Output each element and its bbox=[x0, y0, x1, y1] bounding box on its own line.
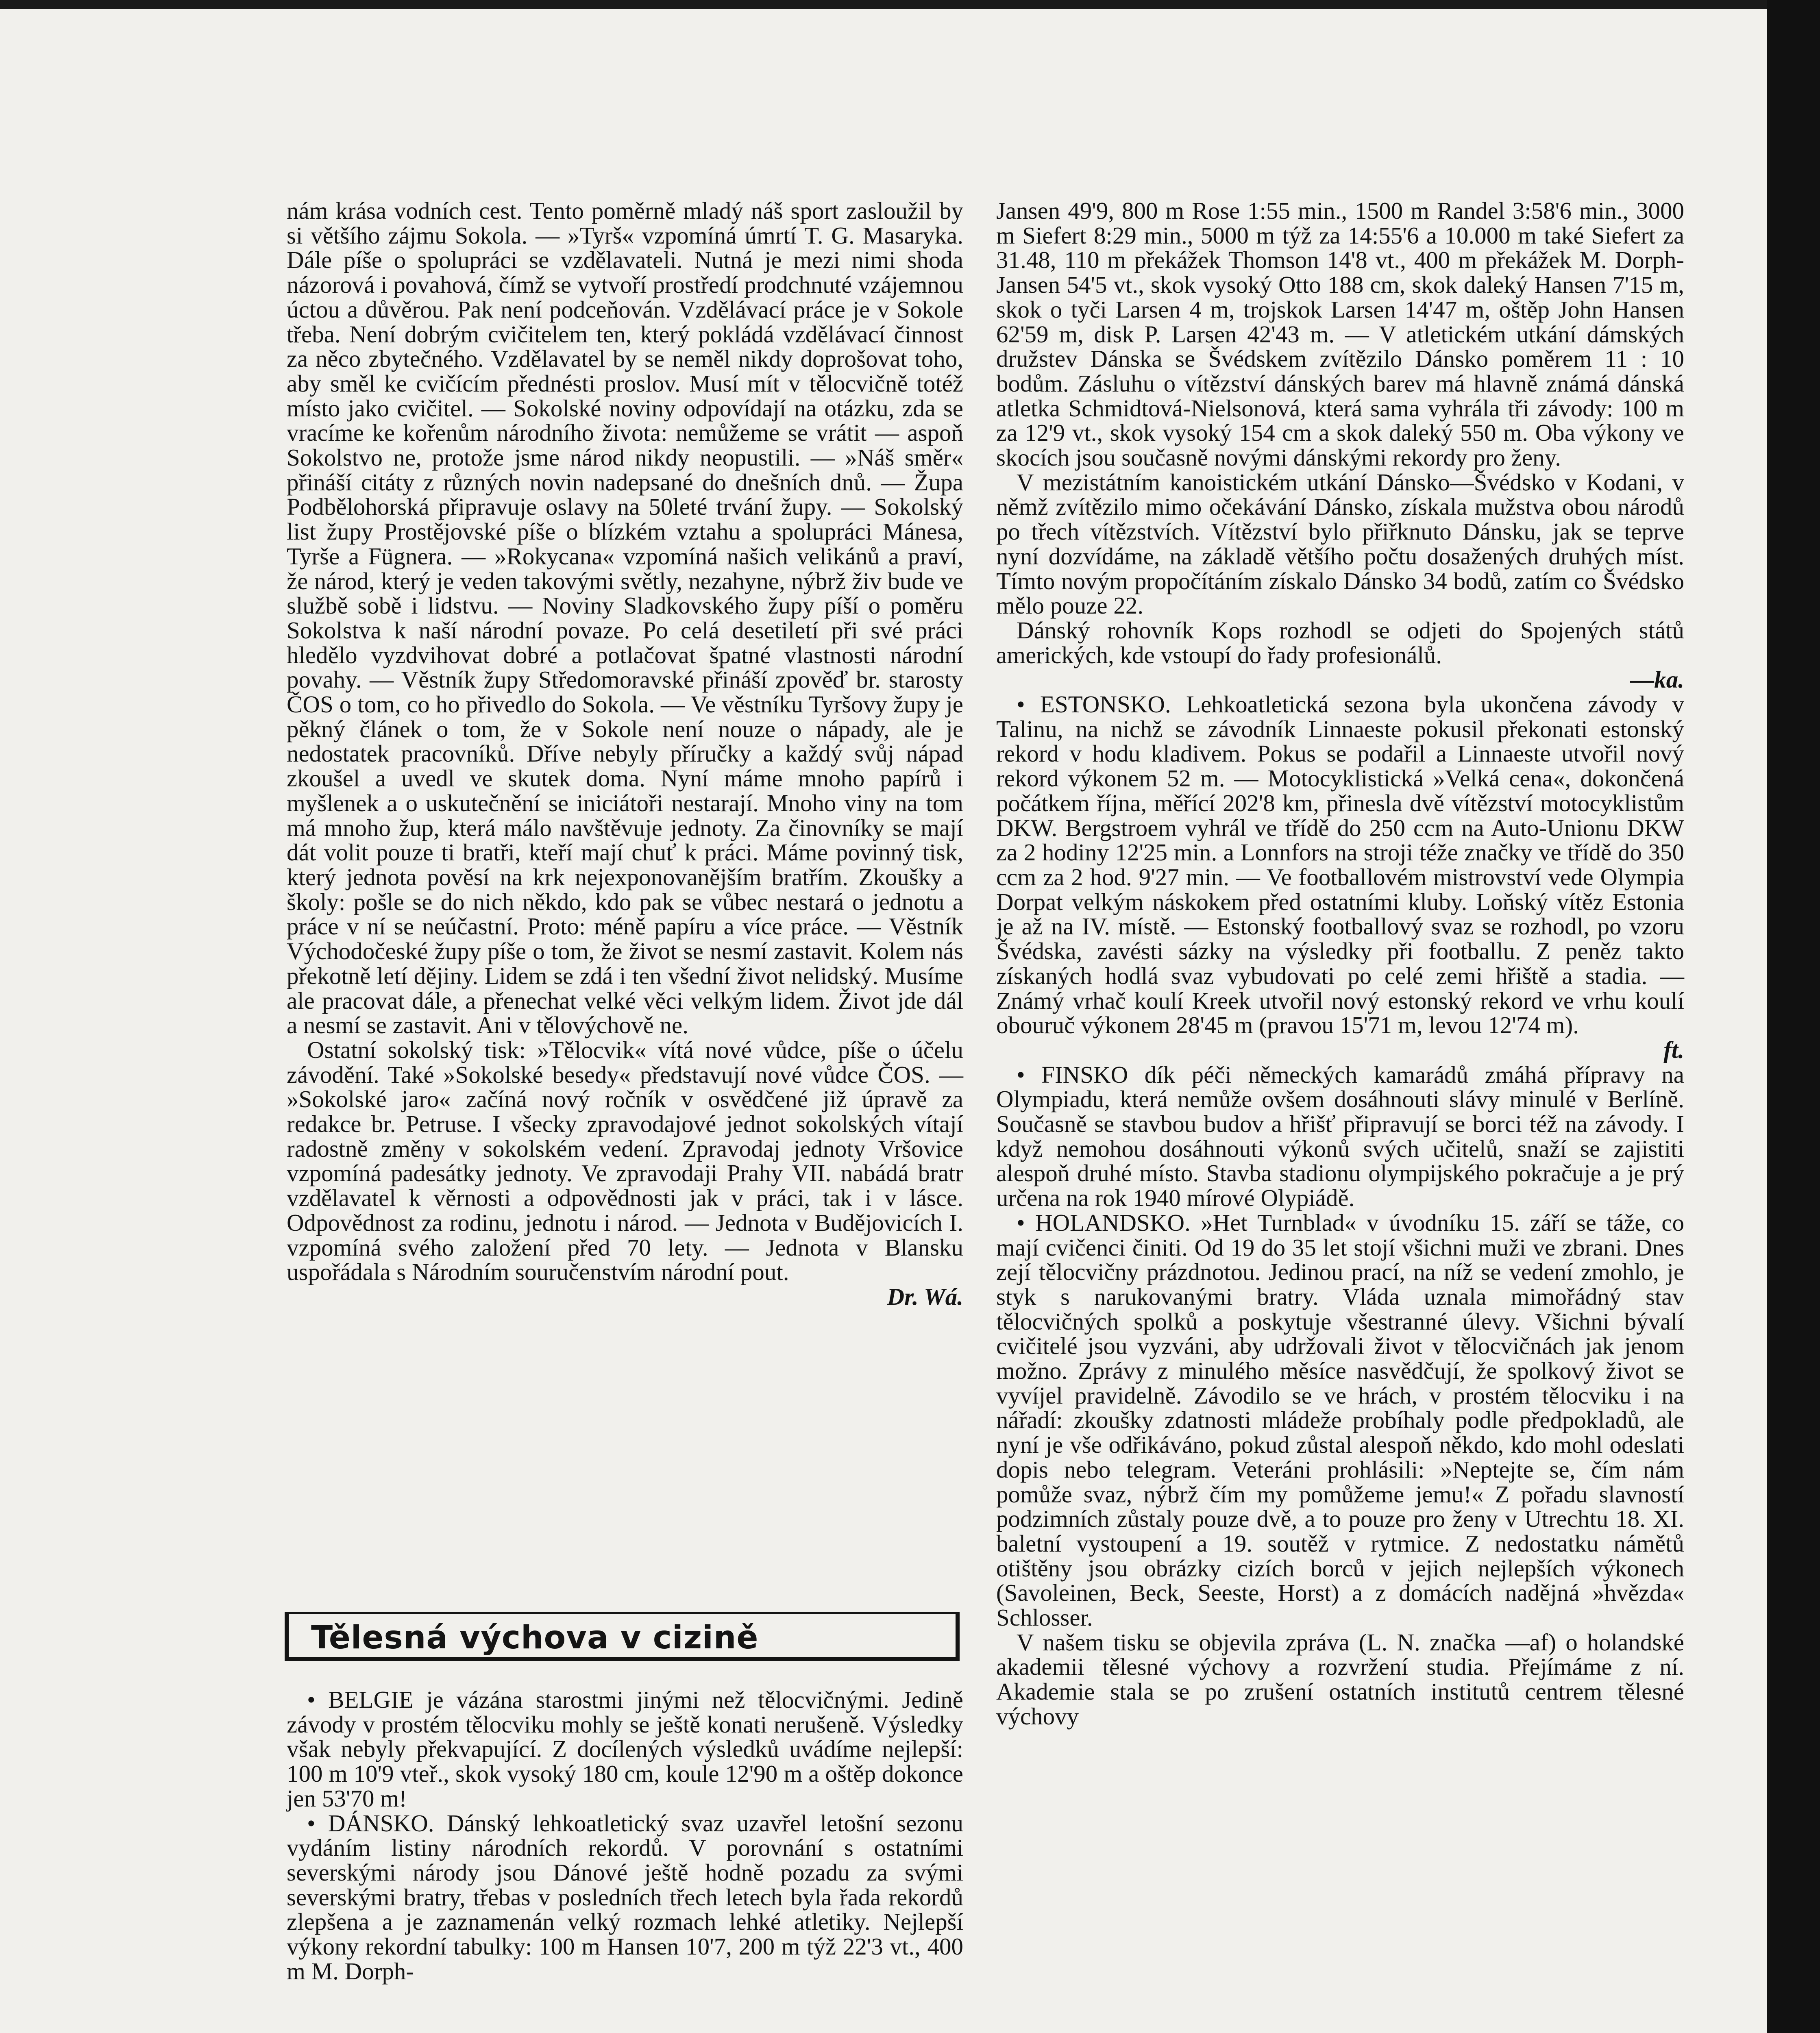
right-paragraph-2: V mezistátním kanoistickém utkání Dánsko—Švédsko v Kodani, v němž zvítězilo mimo očekávání Dánsko, získala mužstva obou národů po třech vítězstvích. Vítězství bylo přiřknuto Dánsku, jak se teprve nyní dozvídáme, na základě většího počtu dosažených druhých míst. Tímto novým propočítáním získalo Dánsko 34 bodů, zatím co Švédsko mělo pouze 22. bbox=[996, 468, 1684, 619]
right-column bbox=[996, 198, 1684, 1729]
heading-rule-bottom bbox=[289, 1657, 956, 1661]
left-column bbox=[287, 198, 963, 1309]
right-paragraph-1: Jansen 49'9, 800 m Rose 1:55 min., 1500 m Randel 3:58'6 min., 3000 m Siefert 8:29 min., 5000 m týž za 14:55'6 a 10.000 m také Siefert za 31.48, 110 m překážek Thomson 14'8 vt., 400 m překážek M. Dorph-Jansen 54'5 vt., skok vysoký Otto 188 cm, skok daleký Hansen 7'15 m, skok o tyči Larsen 4 m, trojskok Larsen 14'47 m, oštěp John Hansen 62'59 m, disk P. Larsen 42'43 m. — V atletickém utkání dámských družstev Dánska se Švédskem zvítězilo Dánsko poměrem 11 : 10 bodům. Zásluhu o vítězství dánských barev má hlavně známá dánská atletka Schmidtová-Nielsonová, která sama vyhrála tři závody: 100 m za 12'9 vt., skok vysoký 154 cm a skok daleký 550 m. Oba výkony ve skocích jsou současně novými dánskými rekordy pro ženy. bbox=[996, 197, 1684, 471]
signature-dr-wa: Dr. Wá. bbox=[887, 1283, 963, 1310]
heading-rule-top bbox=[289, 1612, 956, 1614]
right-paragraph-last: V našem tisku se objevila zpráva (L. N. značka —af) o holandské akademii tělesné výchovy a rozvržení studia. Přejímáme z ní. Akademie stala se po zrušení ostatních institutů centrem tělesné výchovy bbox=[996, 1628, 1684, 1730]
right-paragraph-3: Dánský rohovník Kops rozhodl se odjeti do Spojených států amerických, kde vstoupí do řady profesionálů. bbox=[996, 616, 1684, 668]
country-belgie: • BELGIE je vázána starostmi jinými než tělocvičnými. Jedině závody v prostém tělocviku mohly se ještě konati nerušeně. Výsledky však nebyly překvapující. Z docílených výsledků uvádíme nejlepší: 100 m 10'9 vteř., skok vysoký 180 cm, koule 12'90 m a oštěp dokonce jen 53'70 m! bbox=[287, 1686, 963, 1812]
signature-ft: ft. bbox=[1663, 1036, 1684, 1063]
country-holandsko: • HOLANDSKO. »Het Turnblad« v úvodníku 15. září se táže, co mají cvičenci činiti. Od 19 do 35 let stojí všichni muži ve zbrani. Dnes zejí tělocvičny prázdnotou. Jedinou prací, na níž se vedení zmohlo, je styk s narukovanými bratry. Vláda uznala mimořádný stav tělocvičných spolků a poskytuje všestranné úlevy. Všichni bývalí cvičitelé jsou vyzváni, aby udržovali život v tělocvičnách jak jenom možno. Zprávy z minulého měsíce nasvědčují, že spolkový život se vyvíjel pravidelně. Závodilo se ve hrách, v prostém tělocviku i na nářadí: zkoušky zdatnosti mládeže probíhaly podle předpokladů, ale nyní je vše odřikáváno, pokud zůstal alespoň někdo, kdo mohl odeslati dopis nebo telegram. Veteráni prohlásili: »Neptejte se, čím nám pomůže svaz, nýbrž čím my pomůžeme jemu!« Z pořadu slavností podzimních zůstaly pouze dvě, a to pouze pro ženy v Utrechtu 18. XI. baletní vystoupení a 19. soutěž v rytmice. Z nedostatku námětů otištěny jsou obrázky cizích borců v jejich nejlepších výkonech (Savoleinen, Beck, Seeste, Horst) a z domácích nadějná »hvězda« Schlosser. bbox=[996, 1209, 1684, 1631]
country-dansko: • DÁNSKO. Dánský lehkoatletický svaz uzavřel letošní sezonu vydáním listiny národních rekordů. V porovnání s ostatními severskými národy jsou Dánové ještě hodně pozadu za svými severskými bratry, třebas v posledních třech letech byla řada rekordů zlepšena a je zaznamenán velký rozmach lehké atletiky. Nejlepší výkony rekordní tabulky: 100 m Hansen 10'7, 200 m týž 22'3 vt., 400 m M. Dorph- bbox=[287, 1809, 963, 1985]
section-heading: Tělesná výchova v cizině bbox=[311, 1619, 759, 1656]
left-column-lower bbox=[287, 1687, 963, 1983]
section-heading-box bbox=[285, 1612, 960, 1661]
country-finsko: • FINSKO dík péči německých kamarádů zmáhá přípravy na Olympiadu, která nemůže ovšem dosáhnouti slávy minulé v Berlíně. Současně se stavbou budov a hřišť připravují se borci též na závody. I když nemohou dosáhnouti výkonů svých učitelů, snaží se zajistiti alespoň druhé místo. Stavba stadionu olympijského pokračuje a je prý určena na rok 1940 mírové Olypiádě. bbox=[996, 1061, 1684, 1212]
scan-top-edge bbox=[0, 0, 1820, 9]
signature-ka: —ka. bbox=[1630, 666, 1684, 693]
country-estonsko: • ESTONSKO. Lehkoatletická sezona byla ukončena závody v Talinu, na nichž se závodník Linnaeste pokusil překonati estonský rekord v hodu kladivem. Pokus se podařil a Linnaeste utvořil nový rekord výkonem 52 m. — Motocyklistická »Velká cena«, dokončená počátkem října, měřící 202'8 km, přinesla dvě vítězství motocyklistům DKW. Bergstroem vyhrál ve třídě do 250 ccm na Auto-Unionu DKW za 2 hodiny 12'25 min. a Lonnfors na stroji téže značky ve třídě do 350 ccm za 2 hod. 9'27 min. — Ve footballovém mistrovství vede Olympia Dorpat velkým náskokem před ostatními kluby. Loňský vítěz Estonia je až na IV. místě. — Estonský footballový svaz se rozhodl, po vzoru Švédska, zavésti sázky na výsledky při footballu. Z peněz takto získaných hodlá svaz vybudovati po celé zemi hřiště a stadia. — Známý vrhač koulí Kreek utvořil nový estonský rekord ve vrhu koulí obouruč výkonem 28'45 m (pravou 15'71 m, levou 12'74 m). bbox=[996, 691, 1684, 1039]
left-paragraph-1: nám krása vodních cest. Tento poměrně mladý náš sport zasloužil by si většího zájmu Sokola. — »Tyrš« vzpomíná úmrtí T. G. Masaryka. Dále píše o spolupráci se vzdělavateli. Nutná je mezi nimi shoda názorová i povahová, čímž se vytvoří prostředí prodchnuté vzájemnou úctou a důvěrou. Pak není podceňován. Vzdělávací práce je v Sokole třeba. Není dobrým cvičitelem ten, který pokládá vzdělávací činnost za něco zbytečného. Vzdělavatel by se neměl nikdy doprošovat toho, aby směl ke cvičícím přednésti proslov. Musí mít v tělocvičně totéž místo jako cvičitel. — Sokolské noviny odpovídají na otázku, zda se vracíme ke kořenům národního života: nemůžeme se vrátit — aspoň Sokolstvo ne, protože jsme národ nikdy neopustili. — »Náš směr« přináší citáty z různých novin nadepsané do dnešních dnů. — Župa Podbělohorská připravuje oslavy na 50leté trvání župy. — Sokolský list župy Prostějovské píše o blízkém vztahu a spolupráci Mánesa, Tyrše a Fügnera. — »Rokycana« vzpomíná našich velikánů a praví, že národ, který je veden takovými světly, nezahyne, nýbrž živ bude ve službě sobě i lidstvu. — Noviny Sladkovského župy píší o poměru Sokolstva k naší národní povaze. Po celá desetiletí při své práci hledělo vyzdvihovat dobré a potlačovat špatné vlastnosti národní povahy. — Věstník župy Středomoravské přináší zpověď br. starosty ČOS o tom, co ho přivedlo do Sokola. — Ve věstníku Tyršovy župy je pěkný článek o tom, že v Sokole není nouze o nápady, ale je nedostatek pracovníků. Dříve nebyly příručky a každý svůj nápad zkoušel a uvedl ve skutek doma. Nyní máme mnoho papírů i myšlenek a o uskutečnění se iniciátoři nestarají. Mnoho viny na tom má mnoho žup, která málo navštěvuje jednoty. Za činovníky se mají dát volit pouze ti bratři, kteří mají chuť k práci. Máme povinný tisk, který jednota pověsí na krk nejexponovanějším bratřím. Zkoušky a školy: pošle se do nich někdo, kdo pak se vůbec nestará o jednotu a práce v ní se neúčastní. Proto: méně papíru a více práce. — Věstník Východočeské župy píše o tom, že život se nesmí zastavit. Kolem nás překotně letí dějiny. Lidem se zdá i ten všední život nelidský. Musíme ale pracovat dále, a přenechat velké věci velkým lidem. Život jde dál a nesmí se zastavit. Ani v tělovýchově ne. bbox=[287, 197, 963, 1039]
left-paragraph-2: Ostatní sokolský tisk: »Tělocvik« vítá nové vůdce, píše o účelu závodění. Také »Sokolské besedy« představují nové vůdce ČOS. — »Sokolské jaro« začíná nový ročník v osvědčené již úpravě za redakce br. Petruse. I všecky zpravodajové jednot sokolských vítají radostně změny v sokolském vedení. Zpravodaj jednoty Vršovice vzpomíná padesátky jednoty. Ve zpravodaji Prahy VII. nabádá bratr vzdělavatel k věrnosti a odpovědnosti jak v práci, tak i v lásce. Odpovědnost za rodinu, jednotu i národ. — Jednota v Budějovicích I. vzpomíná svého založení před 70 lety. — Jednota v Blansku uspořádala s Národním souručenstvím národní pout. bbox=[287, 1036, 963, 1286]
scan-right-edge bbox=[1767, 0, 1820, 2033]
